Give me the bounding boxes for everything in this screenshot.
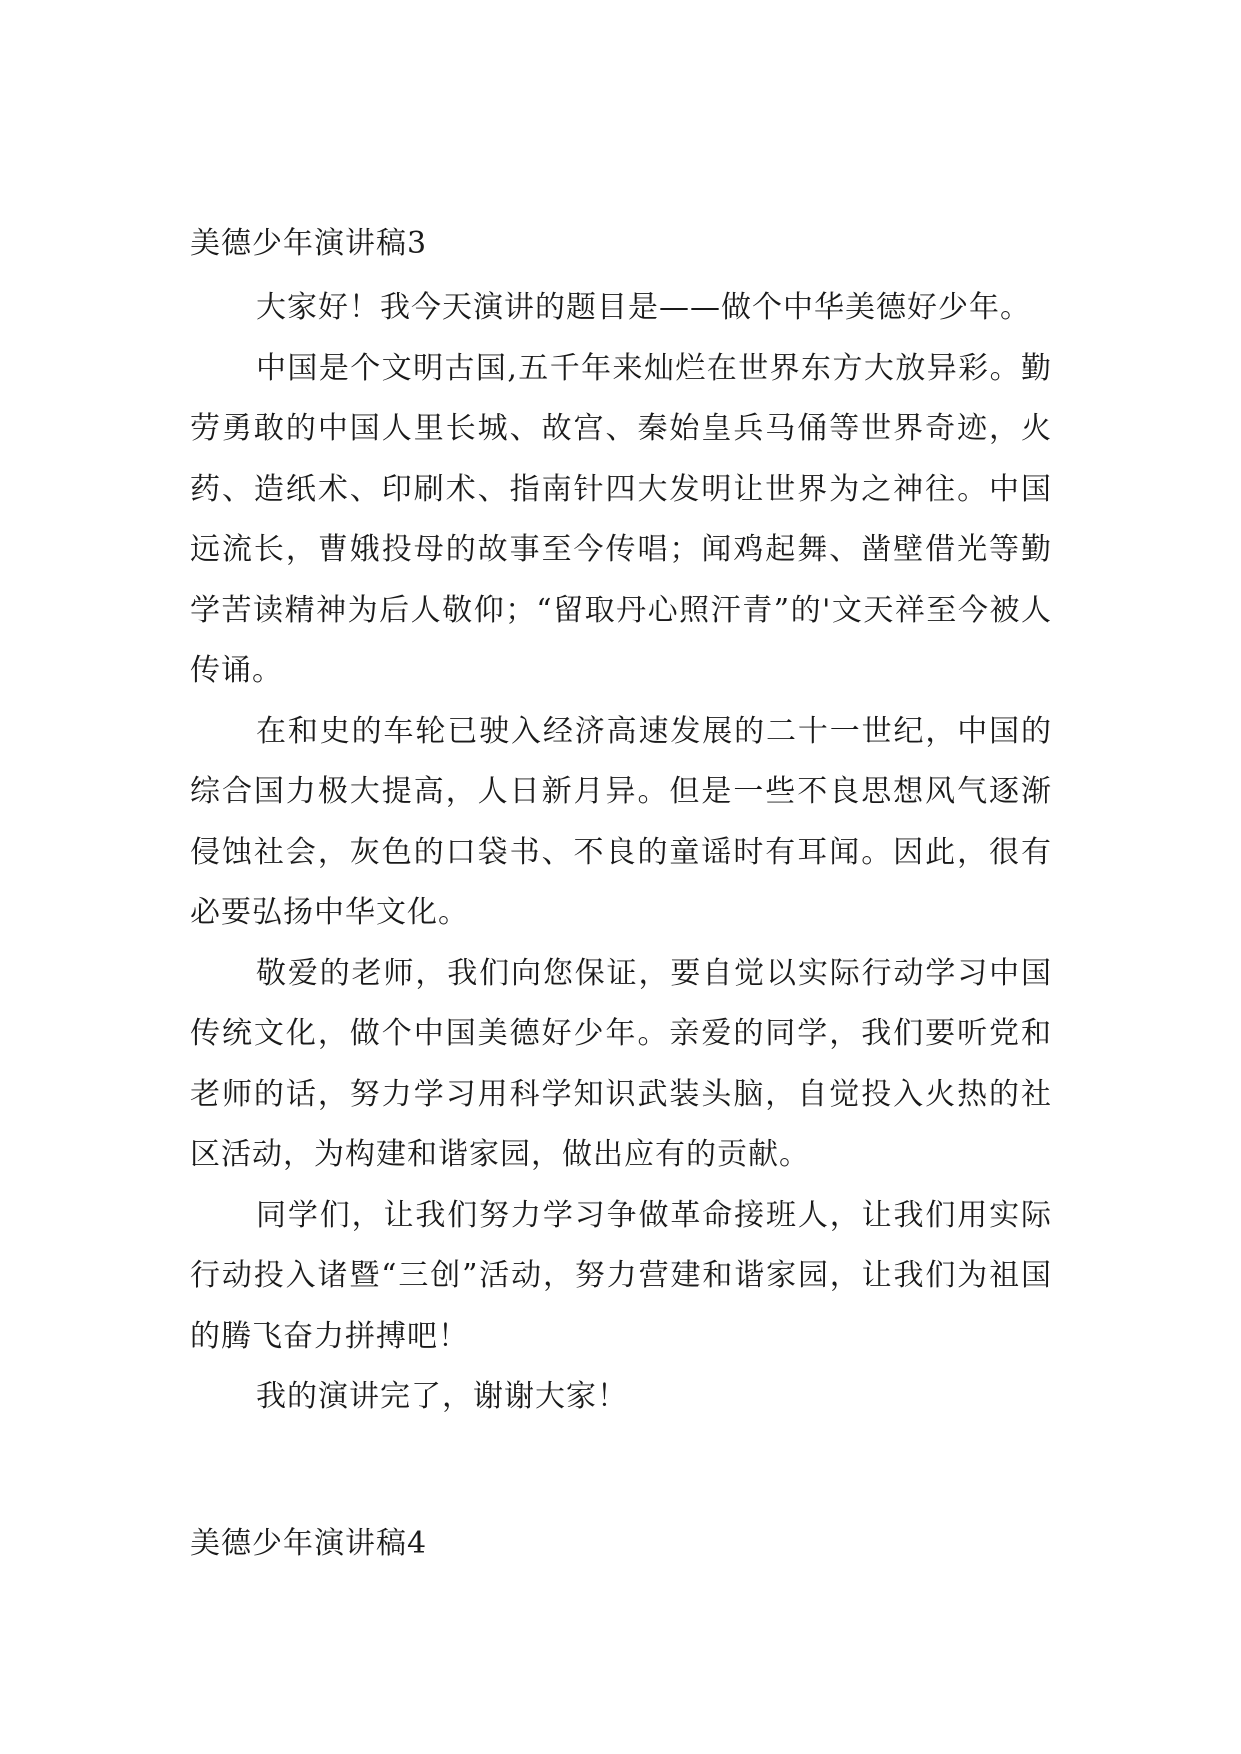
speech-body: [190, 278, 1052, 1428]
paragraph-history: 中国是个文明古国,五千年来灿烂在世界东方大放异彩。勤劳勇敢的中国人里长城、故宫、秦始皇兵马俑等世界奇迹，火药、造纸术、印刷术、指南针四大发明让世界为之神往。中国远流长，曹娥投母的故事至今传唱；闻鸡起舞、凿壁借光等勤学苦读精神为后人敬仰；“留取丹心照汗青”的'文天祥至今被人传诵。: [190, 350, 1052, 688]
paragraph-greeting: 大家好！我今天演讲的题目是——做个中华美德好少年。: [256, 290, 1031, 325]
section-heading-4: 美德少年演讲稿4: [190, 1526, 428, 1561]
paragraph-pledge: 敬爱的老师，我们向您保证，要自觉以实际行动学习中国传统文化，做个中国美德好少年。亲爱的同学，我们要听党和老师的话，努力学习用科学知识武装头脑，自觉投入火热的社区活动，为构建和谐家园，做出应有的贡献。: [190, 955, 1052, 1172]
paragraph-modern-era: 在和史的车轮已驶入经济高速发展的二十一世纪，中国的综合国力极大提高，人日新月异。但是一些不良思想风气逐渐侵蚀社会，灰色的口袋书、不良的童谣时有耳闻。因此，很有必要弘扬中华文化。: [190, 713, 1052, 930]
paragraph-closing: 我的演讲完了，谢谢大家！: [256, 1379, 628, 1414]
paragraph-call-to-action: 同学们，让我们努力学习争做革命接班人，让我们用实际行动投入诸暨“三创”活动，努力营建和谐家园，让我们为祖国的腾飞奋力拼搏吧！: [190, 1197, 1052, 1354]
section-heading-3: 美德少年演讲稿3: [190, 226, 428, 261]
